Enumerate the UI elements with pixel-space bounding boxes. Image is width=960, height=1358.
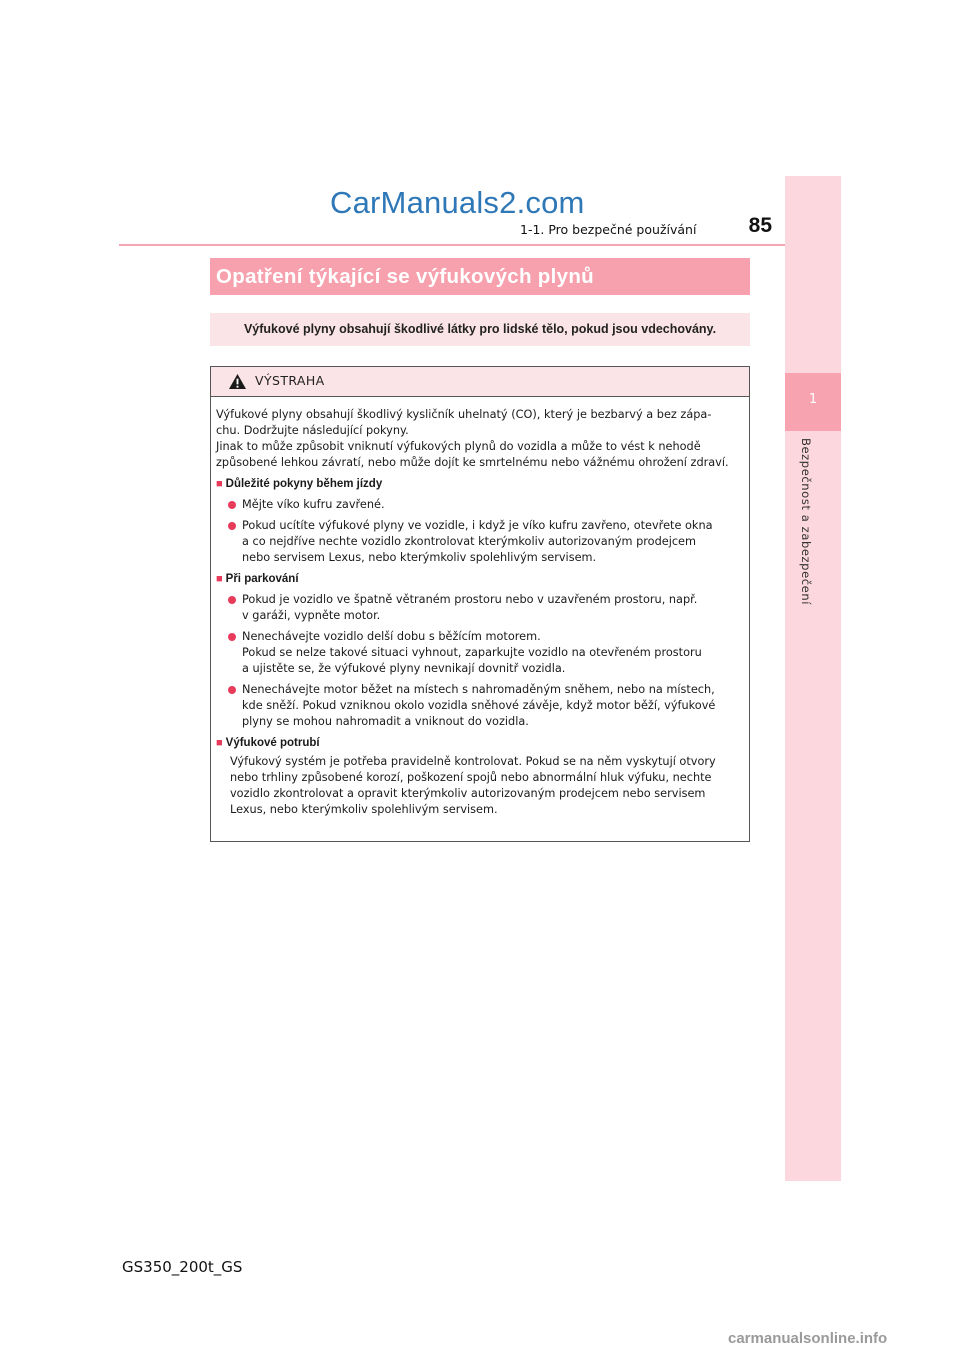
bullet-item [216, 592, 744, 624]
warning-intro [216, 407, 744, 471]
text-line: Výfukové plyny obsahují škodlivý kysličník uhelnatý (CO), který je bezbarvý a bez zápa- [216, 408, 712, 421]
circle-bullet-icon [228, 522, 236, 530]
running-header: 1-1. Pro bezpečné používání [520, 222, 697, 237]
bullet-item [216, 682, 744, 730]
text-line: kde sněží. Pokud vzniknou okolo vozidla sněhové závěje, když motor běží, výfukové [242, 699, 716, 712]
header-rule [119, 244, 839, 246]
watermark-carmanualsonline: carmanualsonline.info [728, 1330, 888, 1347]
text-line: Lexus, nebo kterýmkoliv spolehlivým servisem. [230, 803, 498, 816]
warning-header [211, 367, 749, 397]
text-line: nebo servisem Lexus, nebo kterýmkoliv spolehlivým servisem. [242, 551, 597, 564]
warning-box [210, 366, 750, 842]
warning-subheading [216, 476, 744, 492]
warning-body [216, 407, 744, 818]
circle-bullet-icon [228, 596, 236, 604]
intro-box: Výfukové plyny obsahují škodlivé látky pro lidské tělo, pokud jsou vdechovány. [210, 313, 750, 346]
circle-bullet-icon [228, 501, 236, 509]
subheading-text: Výfukové potrubí [225, 737, 320, 749]
text-line: a co nejdříve nechte vozidlo zkontrolovat kterýmkoliv autorizovaným prodejcem [242, 535, 697, 548]
text-line: Mějte víko kufru zavřené. [242, 498, 385, 511]
circle-bullet-icon [228, 633, 236, 641]
warning-triangle-icon [228, 373, 247, 390]
text-line: v garáži, vypněte motor. [242, 609, 381, 622]
warning-subheading [216, 735, 744, 751]
bullet-item [216, 629, 744, 677]
circle-bullet-icon [228, 686, 236, 694]
text-line: Pokud se nelze takové situaci vyhnout, zaparkujte vozidlo na otevřeném prostoru [242, 646, 702, 659]
warning-subheading [216, 571, 744, 587]
text-line: nebo trhliny způsobené korozí, poškození spojů nebo abnormální hluk výfuku, nechte [230, 771, 712, 784]
square-bullet-icon: ■ [216, 737, 223, 749]
text-line: Nenechávejte motor běžet na místech s nahromaděným sněhem, nebo na místech, [242, 683, 715, 696]
side-strip [785, 176, 841, 1181]
text-line: Nenechávejte vozidlo delší dobu s běžícím motorem. [242, 630, 541, 643]
subheading-text: Důležité pokyny během jízdy [225, 478, 383, 490]
warning-title: VÝSTRAHA [255, 373, 325, 388]
subheading-text: Při parkování [225, 573, 299, 585]
watermark-carmanuals2: CarManuals2.com [330, 185, 585, 220]
text-line: chu. Dodržujte následující pokyny. [216, 424, 409, 437]
text-line: a ujistěte se, že výfukové plyny nevnikají dovnitř vozidla. [242, 662, 566, 675]
bullet-item [216, 518, 744, 566]
text-line: Pokud je vozidlo ve špatně větraném prostoru nebo v uzavřeném prostoru, např. [242, 593, 698, 606]
square-bullet-icon: ■ [216, 573, 223, 585]
chapter-tab: 1 [785, 373, 841, 431]
text-line: Jinak to může způsobit vniknutí výfukových plynů do vozidla a může to vést k nehodě [216, 440, 701, 453]
text-line: způsobené lehkou závratí, nebo může dojít ke smrtelnému nebo vážnému ohrožení zdraví. [216, 456, 729, 469]
text-line: Pokud ucítíte výfukové plyny ve vozidle, i když je víko kufru zavřeno, otevřete okna [242, 519, 713, 532]
text-line: Výfukový systém je potřeba pravidelně kontrolovat. Pokud se na něm vyskytují otvory [230, 755, 716, 768]
bullet-item [216, 497, 744, 513]
section-title: Opatření týkající se výfukových plynů [210, 258, 750, 295]
warning-paragraph [216, 754, 744, 818]
text-line: plyny se mohou nahromadit a vniknout do vozidla. [242, 715, 529, 728]
page-number: 85 [748, 214, 772, 237]
chapter-label: Bezpečnost a zabezpečení [799, 438, 813, 606]
model-code: GS350_200t_GS [122, 1258, 243, 1276]
text-line: vozidlo zkontrolovat a opravit kterýmkoliv autorizovaným prodejcem nebo servisem [230, 787, 706, 800]
square-bullet-icon: ■ [216, 478, 223, 490]
